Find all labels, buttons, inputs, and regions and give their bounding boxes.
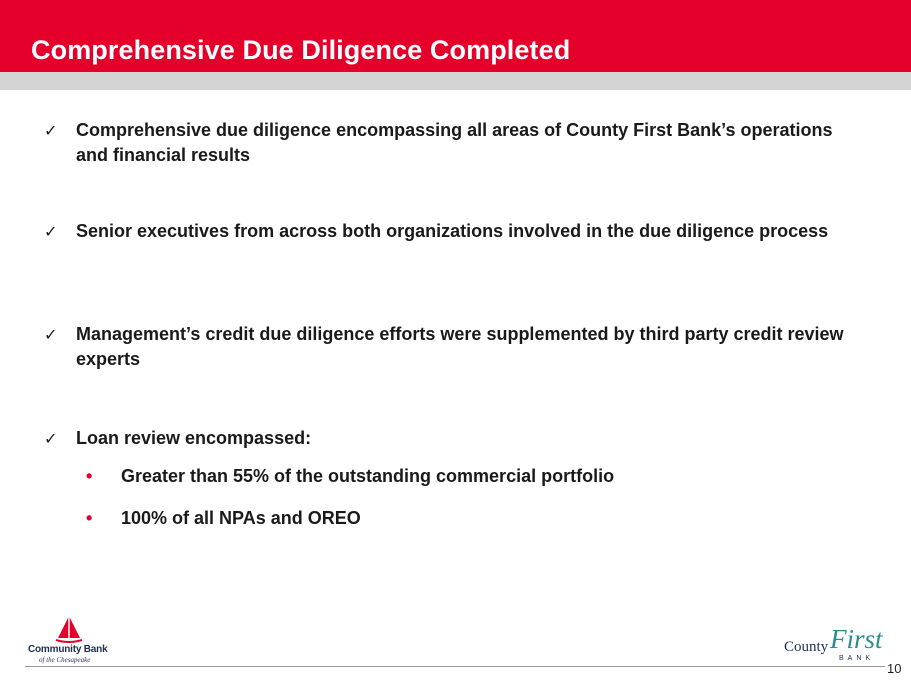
checkmark-icon: ✓ — [44, 222, 58, 241]
bullet-text: Senior executives from across both organizations involved in the due diligence process — [76, 221, 829, 241]
county-first-bank-logo — [784, 622, 884, 666]
checkmark-icon: ✓ — [44, 429, 58, 448]
bullet-dot-icon: • — [86, 508, 93, 528]
sailboat-icon — [54, 614, 84, 644]
checkmark-icon: ✓ — [44, 325, 58, 344]
header-shadow-band — [0, 72, 911, 90]
bullet-text: Comprehensive due diligence encompassing all areas of County First Bank’s operations and financial results — [76, 120, 833, 165]
bullet-text: Management’s credit due diligence efforts were supplemented by third party credit review experts — [76, 324, 844, 369]
bullet-dot-icon: • — [86, 466, 93, 486]
logo-text-bank: BANK — [839, 655, 875, 662]
slide-title: Comprehensive Due Diligence Completed — [31, 35, 571, 65]
logo-text-first: First — [830, 624, 883, 654]
footer-divider — [25, 666, 885, 667]
checkmark-icon: ✓ — [44, 121, 58, 140]
sub-bullet-text: 100% of all NPAs and OREO — [121, 508, 361, 528]
bullet-text: Loan review encompassed: — [76, 428, 312, 448]
page-number: 10 — [887, 661, 902, 676]
logo-text-chesapeake: of the Chesapeake — [39, 656, 91, 664]
logo-text-community-bank: Community Bank — [28, 644, 108, 655]
sub-bullet-text: Greater than 55% of the outstanding commercial portfolio — [121, 466, 615, 486]
community-bank-logo — [28, 614, 123, 666]
logo-text-county: County — [784, 639, 829, 655]
